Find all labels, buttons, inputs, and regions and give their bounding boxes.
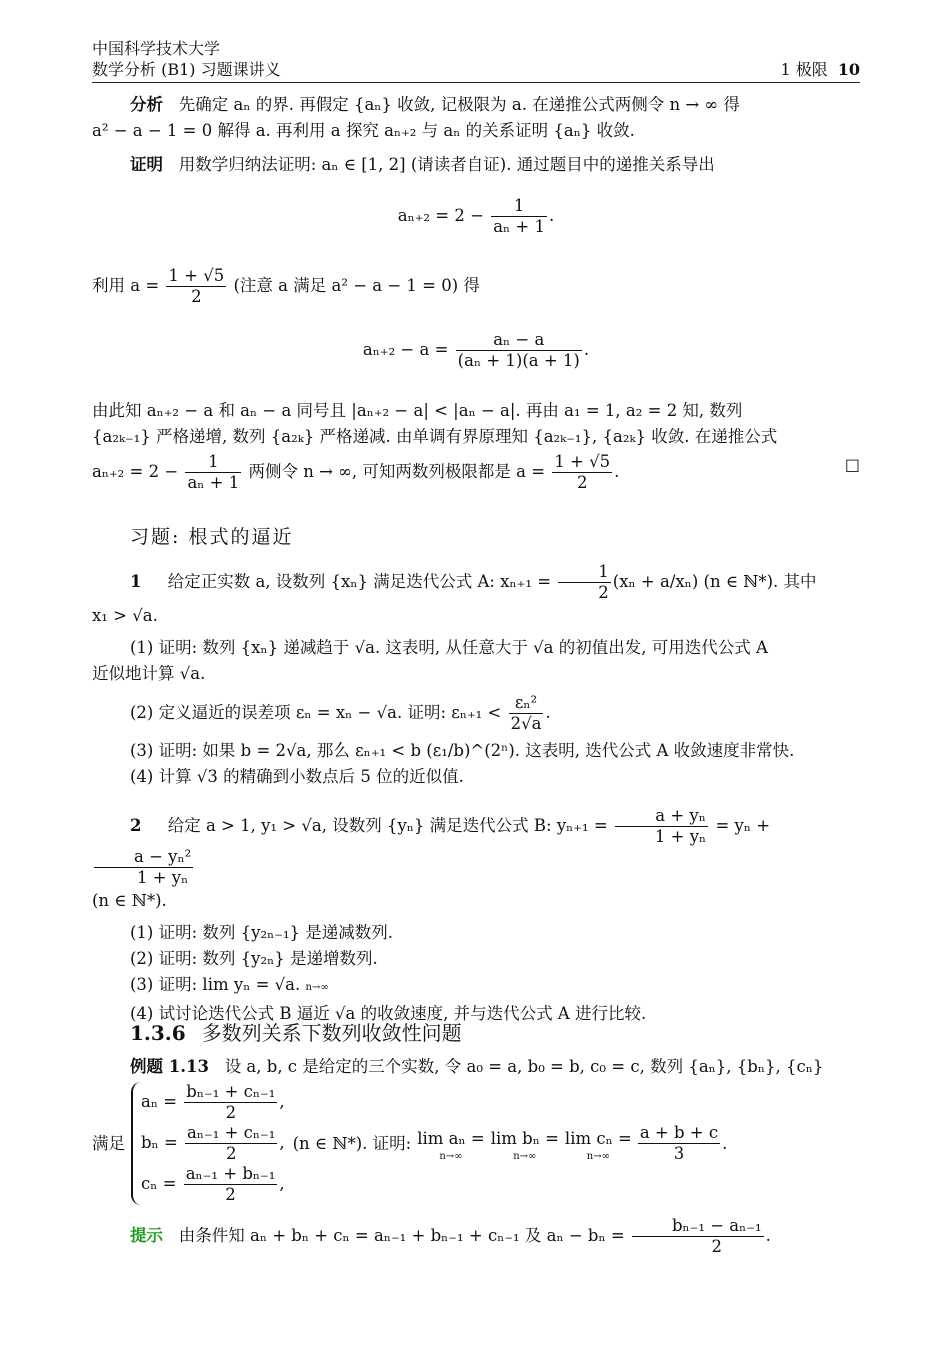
ex1-p2-den: 2√a bbox=[510, 714, 542, 733]
header-university: 中国科学技术大学 bbox=[92, 39, 221, 58]
sys3-num: aₙ₋₁ + bₙ₋₁ bbox=[185, 1164, 276, 1183]
ex2-f1-den: 1 + yₙ bbox=[654, 827, 707, 846]
proof-text-2a: 利用 a = bbox=[92, 276, 160, 295]
eq1-left: aₙ₊₂ = 2 − bbox=[397, 206, 484, 225]
eq1-end: . bbox=[548, 206, 555, 225]
ex2-f2-num: a − yₙ² bbox=[94, 847, 193, 868]
lim-a bbox=[417, 1126, 485, 1162]
header-rule bbox=[92, 82, 860, 83]
ex1-number: 1 bbox=[130, 572, 142, 591]
p5-num1: 1 bbox=[185, 452, 241, 473]
result-frac bbox=[638, 1123, 720, 1164]
page-header bbox=[92, 38, 860, 83]
p5-den2: 2 bbox=[576, 473, 588, 492]
proof-5-frac1 bbox=[185, 452, 241, 493]
lim-b bbox=[491, 1126, 559, 1162]
proof-text-3 bbox=[92, 398, 860, 493]
ex1-half-num: 1 bbox=[558, 562, 611, 583]
proof-text-2b: (注意 a 满足 a² − a − 1 = 0) 得 bbox=[233, 276, 480, 295]
lim-c bbox=[565, 1126, 632, 1162]
sys3-left: cₙ = bbox=[141, 1174, 177, 1193]
p5-den1: aₙ + 1 bbox=[187, 473, 240, 492]
hint-num: bₙ₋₁ − aₙ₋₁ bbox=[632, 1216, 764, 1237]
sys3-comma: , bbox=[279, 1174, 285, 1193]
ex2-f1-num: a + yₙ bbox=[615, 806, 708, 827]
hint-end: . bbox=[765, 1226, 771, 1245]
ex2-number: 2 bbox=[130, 816, 142, 835]
analysis-text-2: a² − a − 1 = 0 解得 a. 再利用 a 探究 aₙ₊₂ 与 aₙ 的关系证明 {aₙ} 收敛. bbox=[92, 121, 635, 140]
analysis-text-1: 先确定 aₙ 的界. 再假定 {aₙ} 收敛, 记极限为 a. 在递推公式两侧令 n → ∞ 得 bbox=[178, 95, 740, 114]
eq1-fraction bbox=[491, 196, 547, 237]
hint-frac bbox=[632, 1216, 764, 1257]
ex1-part-4: (4) 计算 √3 的精确到小数点后 5 位的近似值. bbox=[130, 767, 464, 786]
hint-text: 由条件知 aₙ + bₙ + cₙ = aₙ₋₁ + bₙ₋₁ + cₙ₋₁ 及 aₙ − bₙ = bbox=[178, 1226, 625, 1245]
header-chapter: 1 极限 bbox=[780, 60, 828, 79]
hint-paragraph bbox=[92, 1216, 860, 1257]
ex2-text-a: 给定 a > 1, y₁ > √a, 设数列 {yₙ} 满足迭代公式 B: yₙ₊₁ = bbox=[167, 816, 608, 835]
proof-paragraph bbox=[92, 152, 860, 178]
analysis-paragraph bbox=[92, 92, 860, 144]
header-page-number: 10 bbox=[837, 60, 860, 79]
sys-row-c bbox=[141, 1164, 285, 1205]
eq2-end: . bbox=[583, 340, 590, 359]
ex2-part-3 bbox=[92, 972, 860, 1001]
proof-text-2 bbox=[92, 266, 860, 307]
ex1-text-a: 给定正实数 a, 设数列 {xₙ} 满足迭代公式 A: xₙ₊₁ = bbox=[167, 572, 552, 591]
proof-line-3: 由此知 aₙ₊₂ − a 和 aₙ − a 同号且 |aₙ₊₂ − a| < |aₙ − a|. 再由 a₁ = 1, a₂ = 2 知, 数列 bbox=[92, 401, 743, 420]
exercise-1 bbox=[92, 562, 860, 790]
ex2-mid: = yₙ + bbox=[715, 816, 771, 835]
eq2-num: aₙ − a bbox=[456, 330, 582, 351]
sys2-den: 2 bbox=[225, 1144, 237, 1163]
sys1-frac bbox=[184, 1082, 277, 1123]
golden-ratio-fraction bbox=[166, 266, 226, 307]
equation-system bbox=[131, 1082, 285, 1205]
ex2-p3-sub: n→∞ bbox=[305, 982, 329, 993]
example-text-1: 设 a, b, c 是给定的三个实数, 令 a₀ = a, b₀ = b, c₀ = c, 数列 {aₙ}, {bₙ}, {cₙ} bbox=[224, 1057, 824, 1076]
proof-5b: 两侧令 n → ∞, 可知两数列极限都是 a = bbox=[248, 462, 546, 481]
ex1-p2-end: . bbox=[545, 703, 551, 722]
sys1-comma: , bbox=[279, 1092, 285, 1111]
hint-label: 提示 bbox=[130, 1226, 163, 1245]
lim-a-text: lim aₙ = bbox=[417, 1128, 485, 1148]
ex1-p2-num: εₙ² bbox=[509, 693, 544, 714]
proof-label: 证明 bbox=[130, 155, 163, 174]
ex2-part-2: (2) 证明: 数列 {y₂ₙ} 是递增数列. bbox=[130, 949, 378, 968]
analysis-label: 分析 bbox=[130, 95, 163, 114]
ex1-p3-b: . 这表明, 迭代公式 A 收敛速度非常快. bbox=[514, 741, 795, 760]
ex2-part-1: (1) 证明: 数列 {y₂ₙ₋₁} 是递减数列. bbox=[130, 923, 394, 942]
result-den: 3 bbox=[673, 1144, 685, 1163]
lim-c-text: lim cₙ = bbox=[564, 1128, 632, 1148]
golden-den: 2 bbox=[191, 287, 202, 306]
ex1-paren: (xₙ + a/xₙ) bbox=[612, 572, 699, 591]
equation-2 bbox=[92, 330, 860, 371]
ex1-part-1: (1) 证明: 数列 {xₙ} 递减趋于 √a. 这表明, 从任意大于 √a 的初值出发, 可用迭代公式 A bbox=[130, 638, 768, 657]
section-heading bbox=[92, 1020, 860, 1046]
eq1-den: aₙ + 1 bbox=[493, 217, 545, 236]
example-post: (n ∈ ℕ*). 证明: bbox=[292, 1133, 412, 1153]
ex1-text-b: (n ∈ ℕ*). 其中 bbox=[703, 572, 817, 591]
section-title: 多数列关系下数列收敛性问题 bbox=[201, 1021, 462, 1045]
ex1-half-den: 2 bbox=[598, 583, 609, 602]
proof-text-1: 用数学归纳法证明: aₙ ∈ [1, 2] (请读者自证). 通过题目中的递推关系导出 bbox=[178, 155, 715, 174]
lim-c-sub: n→∞ bbox=[586, 1150, 610, 1162]
header-right bbox=[780, 59, 860, 80]
ex1-part-3 bbox=[92, 738, 860, 764]
golden-num: 1 + √5 bbox=[168, 266, 225, 285]
sys1-den: 2 bbox=[225, 1103, 237, 1122]
ex1-text-c: x₁ > √a. bbox=[92, 606, 158, 625]
qed-symbol: □ bbox=[844, 455, 860, 474]
sys3-frac bbox=[184, 1164, 278, 1205]
ex2-text-c: (n ∈ ℕ*). bbox=[92, 891, 167, 910]
eq1-num: 1 bbox=[491, 196, 547, 217]
proof-5a: aₙ₊₂ = 2 − bbox=[92, 462, 179, 481]
proof-line-5 bbox=[92, 452, 860, 493]
equation-1 bbox=[92, 196, 860, 237]
sys2-comma: , bbox=[279, 1133, 285, 1152]
ex1-half bbox=[558, 562, 611, 603]
section-number: 1.3.6 bbox=[130, 1021, 186, 1045]
ex1-part-2 bbox=[92, 693, 860, 734]
sys2-frac bbox=[185, 1123, 277, 1164]
sys-row-a bbox=[141, 1082, 285, 1123]
lim-b-sub: n→∞ bbox=[513, 1150, 537, 1162]
ex1-p2-a: (2) 定义逼近的误差项 εₙ = xₙ − √a. 证明: εₙ₊₁ < bbox=[130, 703, 502, 722]
exercise-title-block bbox=[92, 524, 860, 550]
p5-num2: 1 + √5 bbox=[554, 452, 611, 471]
sys2-left: bₙ = bbox=[141, 1133, 178, 1152]
sys-row-b bbox=[141, 1123, 285, 1164]
example-1-13 bbox=[92, 1054, 860, 1205]
example-pre: 满足 bbox=[92, 1133, 125, 1153]
hint-den: 2 bbox=[711, 1237, 723, 1256]
eq2-den: (aₙ + 1)(a + 1) bbox=[457, 351, 580, 370]
ex1-p2-frac bbox=[509, 693, 544, 734]
proof-5-end: . bbox=[614, 462, 620, 481]
ex1-p3-pow: (ε₁/b)^(2ⁿ) bbox=[426, 741, 515, 760]
ex1-p3-a: (3) 证明: 如果 b = 2√a, 那么 εₙ₊₁ < b bbox=[130, 741, 422, 760]
sys2-num: aₙ₋₁ + cₙ₋₁ bbox=[187, 1123, 276, 1142]
ex1-part-1b: 近似地计算 √a. bbox=[92, 664, 206, 683]
proof-line-4: {a₂ₖ₋₁} 严格递增, 数列 {a₂ₖ} 严格递减. 由单调有界原理知 {a₂ₖ₋₁}, {a₂ₖ} 收敛. 在递推公式 bbox=[92, 427, 778, 446]
exercise-2 bbox=[92, 806, 860, 1027]
result-num: a + b + c bbox=[639, 1123, 719, 1142]
sys1-left: aₙ = bbox=[141, 1092, 178, 1111]
ex2-part-4: (4) 试讨论迭代公式 B 逼近 √a 的收敛速度, 并与迭代公式 A 进行比较. bbox=[130, 1004, 647, 1023]
exercise-title: 习题: 根式的逼近 bbox=[130, 526, 294, 548]
ex2-p3-text: (3) 证明: lim yₙ = √a. bbox=[130, 975, 301, 994]
ex2-frac-1 bbox=[615, 806, 708, 847]
eq2-left: aₙ₊₂ − a = bbox=[362, 340, 449, 359]
lim-b-text: lim bₙ = bbox=[490, 1128, 559, 1148]
proof-5-frac2 bbox=[552, 452, 612, 493]
result-end: . bbox=[722, 1133, 728, 1153]
example-label: 例题 1.13 bbox=[130, 1057, 209, 1076]
eq2-fraction bbox=[456, 330, 582, 371]
header-course: 数学分析 (B1) 习题课讲义 bbox=[92, 60, 281, 79]
sys1-num: bₙ₋₁ + cₙ₋₁ bbox=[186, 1082, 276, 1101]
ex2-f2-den: 1 + yₙ bbox=[136, 868, 189, 887]
lim-a-sub: n→∞ bbox=[439, 1150, 463, 1162]
sys3-den: 2 bbox=[225, 1185, 236, 1204]
example-system-line bbox=[92, 1082, 860, 1205]
ex2-frac-2 bbox=[94, 847, 193, 888]
